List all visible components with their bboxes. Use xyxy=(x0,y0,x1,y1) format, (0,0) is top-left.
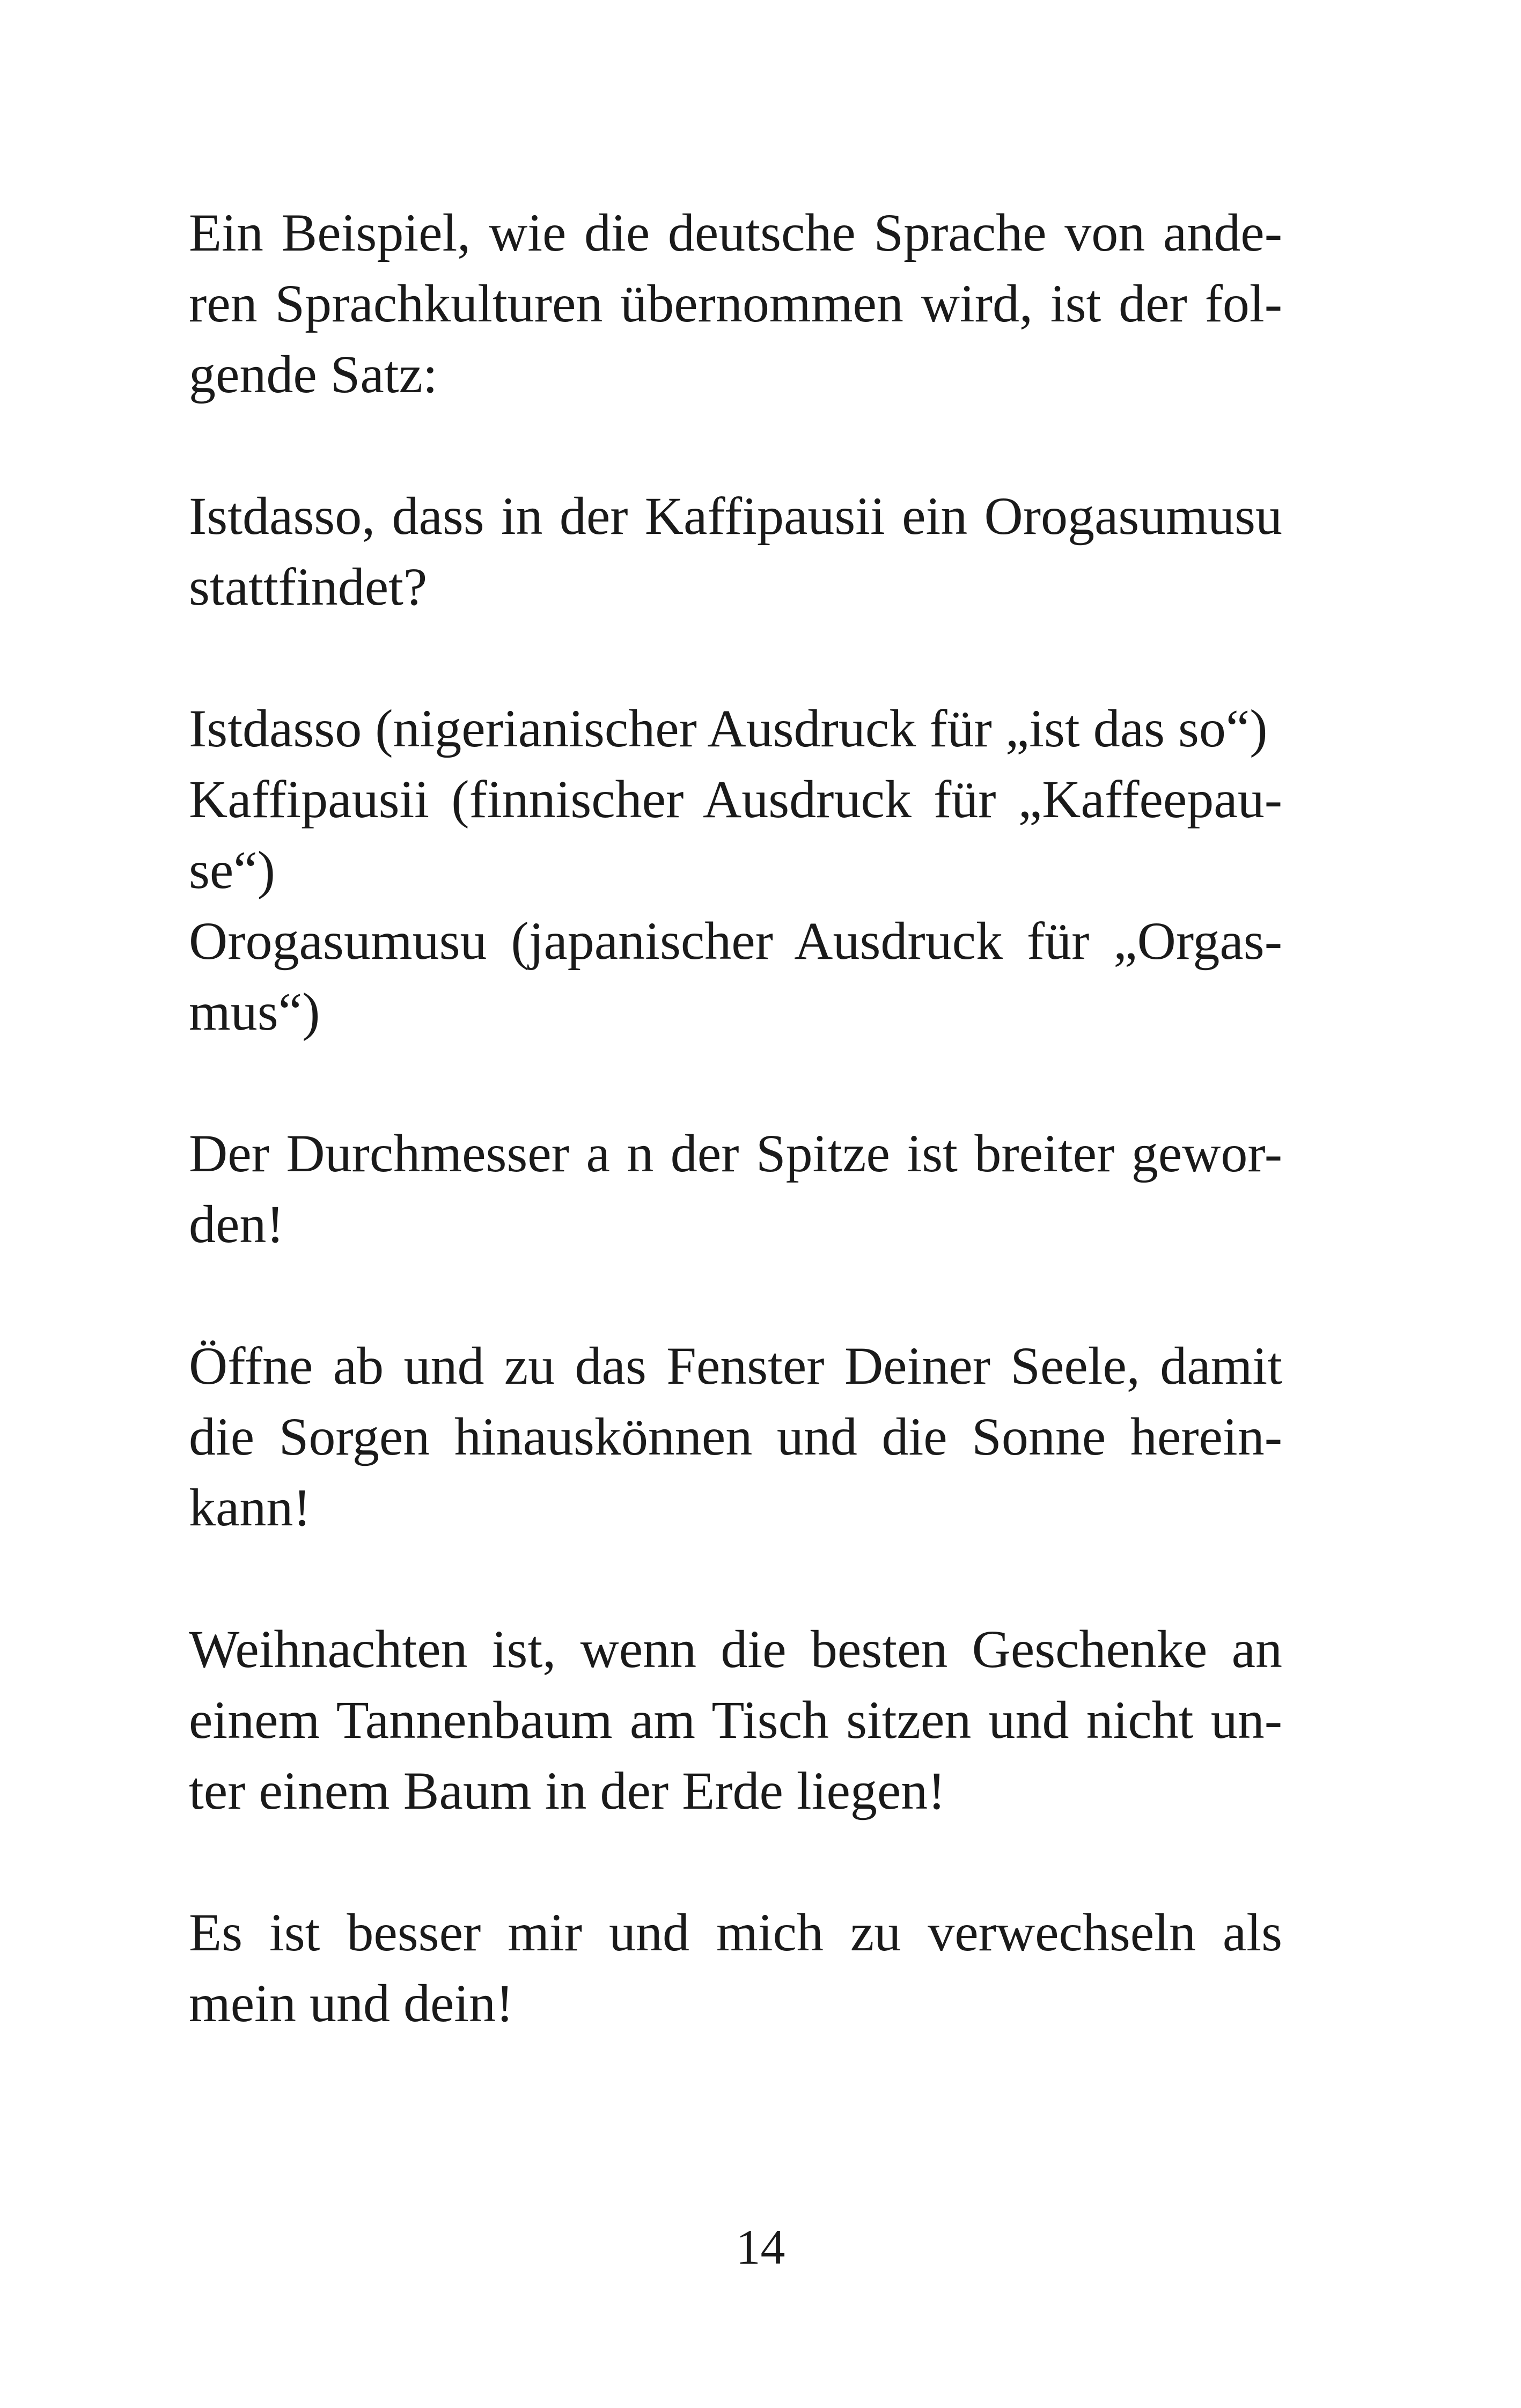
text-line: ter einem Baum in der Erde liegen! xyxy=(189,1761,946,1820)
text-line: einem Tannenbaum am Tisch sitzen und nicht un- xyxy=(189,1690,1282,1750)
text-line: Kaffipausii (finnischer Ausdruck für „Kaffeepau- xyxy=(189,769,1282,829)
text-line: Öffne ab und zu das Fenster Deiner Seele, damit xyxy=(189,1336,1282,1396)
text-line: ren Sprachkulturen übernommen wird, ist der fol- xyxy=(189,274,1282,333)
text-line: mein und dein! xyxy=(189,1973,514,2033)
text-line: mus“) xyxy=(189,982,320,1041)
text-line: gende Satz: xyxy=(189,344,438,404)
text-line: se“) xyxy=(189,840,275,900)
text-line: kann! xyxy=(189,1478,311,1537)
text-line: Der Durchmesser a n der Spitze ist breiter gewor- xyxy=(189,1124,1282,1183)
text-line: Istdasso (nigerianischer Ausdruck für „ist das so“) xyxy=(189,699,1268,758)
text-line: Ein Beispiel, wie die deutsche Sprache von ande- xyxy=(189,203,1282,262)
text-line: die Sorgen hinauskönnen und die Sonne herein- xyxy=(189,1407,1282,1466)
text-line: den! xyxy=(189,1194,284,1254)
text-line: Es ist besser mir und mich zu verwechseln als xyxy=(189,1903,1282,1962)
page-number: 14 xyxy=(736,2220,785,2274)
text-line: Orogasumusu (japanischer Ausdruck für „Orgas- xyxy=(189,911,1282,971)
text-line: Weihnachten ist, wenn die besten Geschenke an xyxy=(189,1619,1282,1679)
text-line: Istdasso, dass in der Kaffipausii ein Orogasumusu xyxy=(189,486,1282,546)
text-line: stattfindet? xyxy=(189,557,428,616)
